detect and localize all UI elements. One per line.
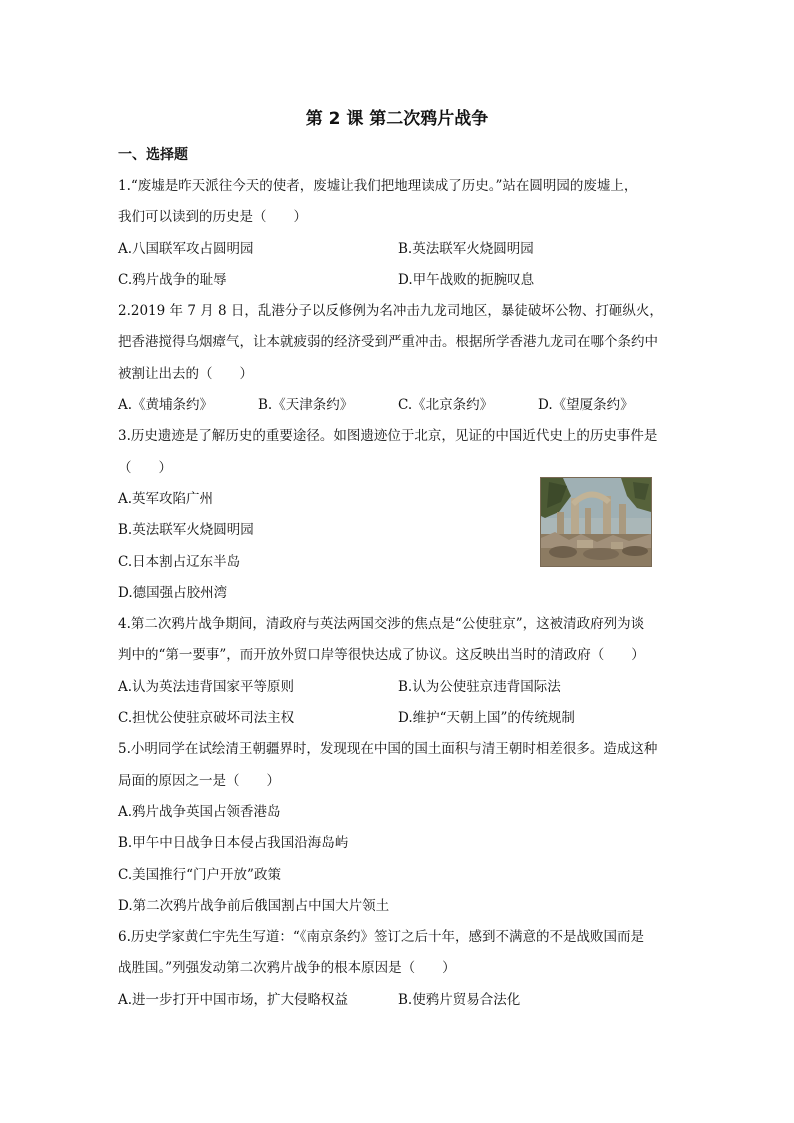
question-text: 被割让出去的（ ） [118, 365, 253, 382]
option-d: D.德国强占胶州湾 [118, 584, 228, 601]
option-d: D.维护“天朝上国”的传统规制 [398, 710, 575, 727]
option-d: D.甲午战败的扼腕叹息 [398, 271, 535, 288]
option-d: D.第二次鸦片战争前后俄国割占中国大片领土 [118, 897, 390, 914]
option-b: B.甲午中日战争日本侵占我国沿海岛屿 [118, 835, 349, 852]
option-c: C.鸦片战争的耻辱 [118, 271, 227, 288]
question-text: 我们可以读到的历史是（ ） [118, 209, 307, 226]
option-row [118, 706, 678, 737]
option-row [118, 675, 678, 706]
question-text: 1.“废墟是昨天派往今天的使者，废墟让我们把地理读成了历史。”站在圆明园的废墟上， [118, 178, 638, 194]
question-text: 判中的“第一要事”，而开放外贸口岸等很快达成了协议。这反映出当时的清政府（ ） [118, 647, 645, 664]
option-d: D.《望厦条约》 [538, 397, 634, 414]
page-title: 第 2 课 第二次鸦片战争 [305, 109, 489, 129]
option-b: B.使鸦片贸易合法化 [398, 991, 521, 1008]
option-b: B.英法联军火烧圆明园 [118, 522, 254, 539]
option-a: A.英军攻陷广州 [118, 490, 214, 507]
option-c: C.《北京条约》 [398, 397, 494, 414]
question-text: 6.历史学家黄仁宇先生写道：“《南京条约》签订之后十年，感到不满意的不是战败国而是 [118, 929, 645, 946]
option-a: A.八国联军攻占圆明园 [118, 240, 254, 257]
option-c: C.担忧公使驻京破坏司法主权 [118, 710, 295, 727]
option-a: A.鸦片战争英国占领香港岛 [118, 803, 281, 820]
question-text: 3.历史遗迹是了解历史的重要途径。如图遗迹位于北京，见证的中国近代史上的历史事件是 [118, 428, 658, 445]
yuanmingyuan-ruins-photo [540, 477, 652, 567]
question-text: 2.2019 年 7 月 8 日，乱港分子以反修例为名冲击九龙司地区，暴徒破坏公物、打砸纵火， [118, 303, 663, 320]
question-text: 5.小明同学在试绘清王朝疆界时，发现现在中国的国土面积与清王朝时相差很多。造成这种 [118, 741, 658, 758]
option-row [118, 237, 678, 268]
option-b: B.认为公使驻京违背国际法 [398, 678, 561, 695]
option-b: B.英法联军火烧圆明园 [398, 240, 534, 257]
option-b: B.《天津条约》 [258, 397, 354, 414]
section-heading: 一、选择题 [118, 147, 188, 163]
question-text: 4.第二次鸦片战争期间，清政府与英法两国交涉的焦点是“公使驻京”，这被清政府列为谈 [118, 616, 645, 633]
question-list [118, 174, 678, 1019]
option-c: C.日本割占辽东半岛 [118, 553, 241, 570]
question-text: 战胜国。”列强发动第二次鸦片战争的根本原因是（ ） [118, 960, 456, 977]
option-c: C.美国推行“门户开放”政策 [118, 866, 281, 883]
option-row [118, 268, 678, 299]
option-a: A.进一步打开中国市场，扩大侵略权益 [118, 991, 349, 1008]
option-a: A.认为英法违背国家平等原则 [118, 678, 295, 695]
option-row [118, 393, 678, 424]
question-text: 把香港搅得乌烟瘴气，让本就疲弱的经济受到严重冲击。根据所学香港九龙司在哪个条约中 [118, 334, 658, 351]
question-text: 局面的原因之一是（ ） [118, 772, 280, 789]
option-a: A.《黄埔条约》 [118, 397, 214, 414]
option-row [118, 988, 678, 1019]
question-text: （ ） [118, 459, 172, 476]
